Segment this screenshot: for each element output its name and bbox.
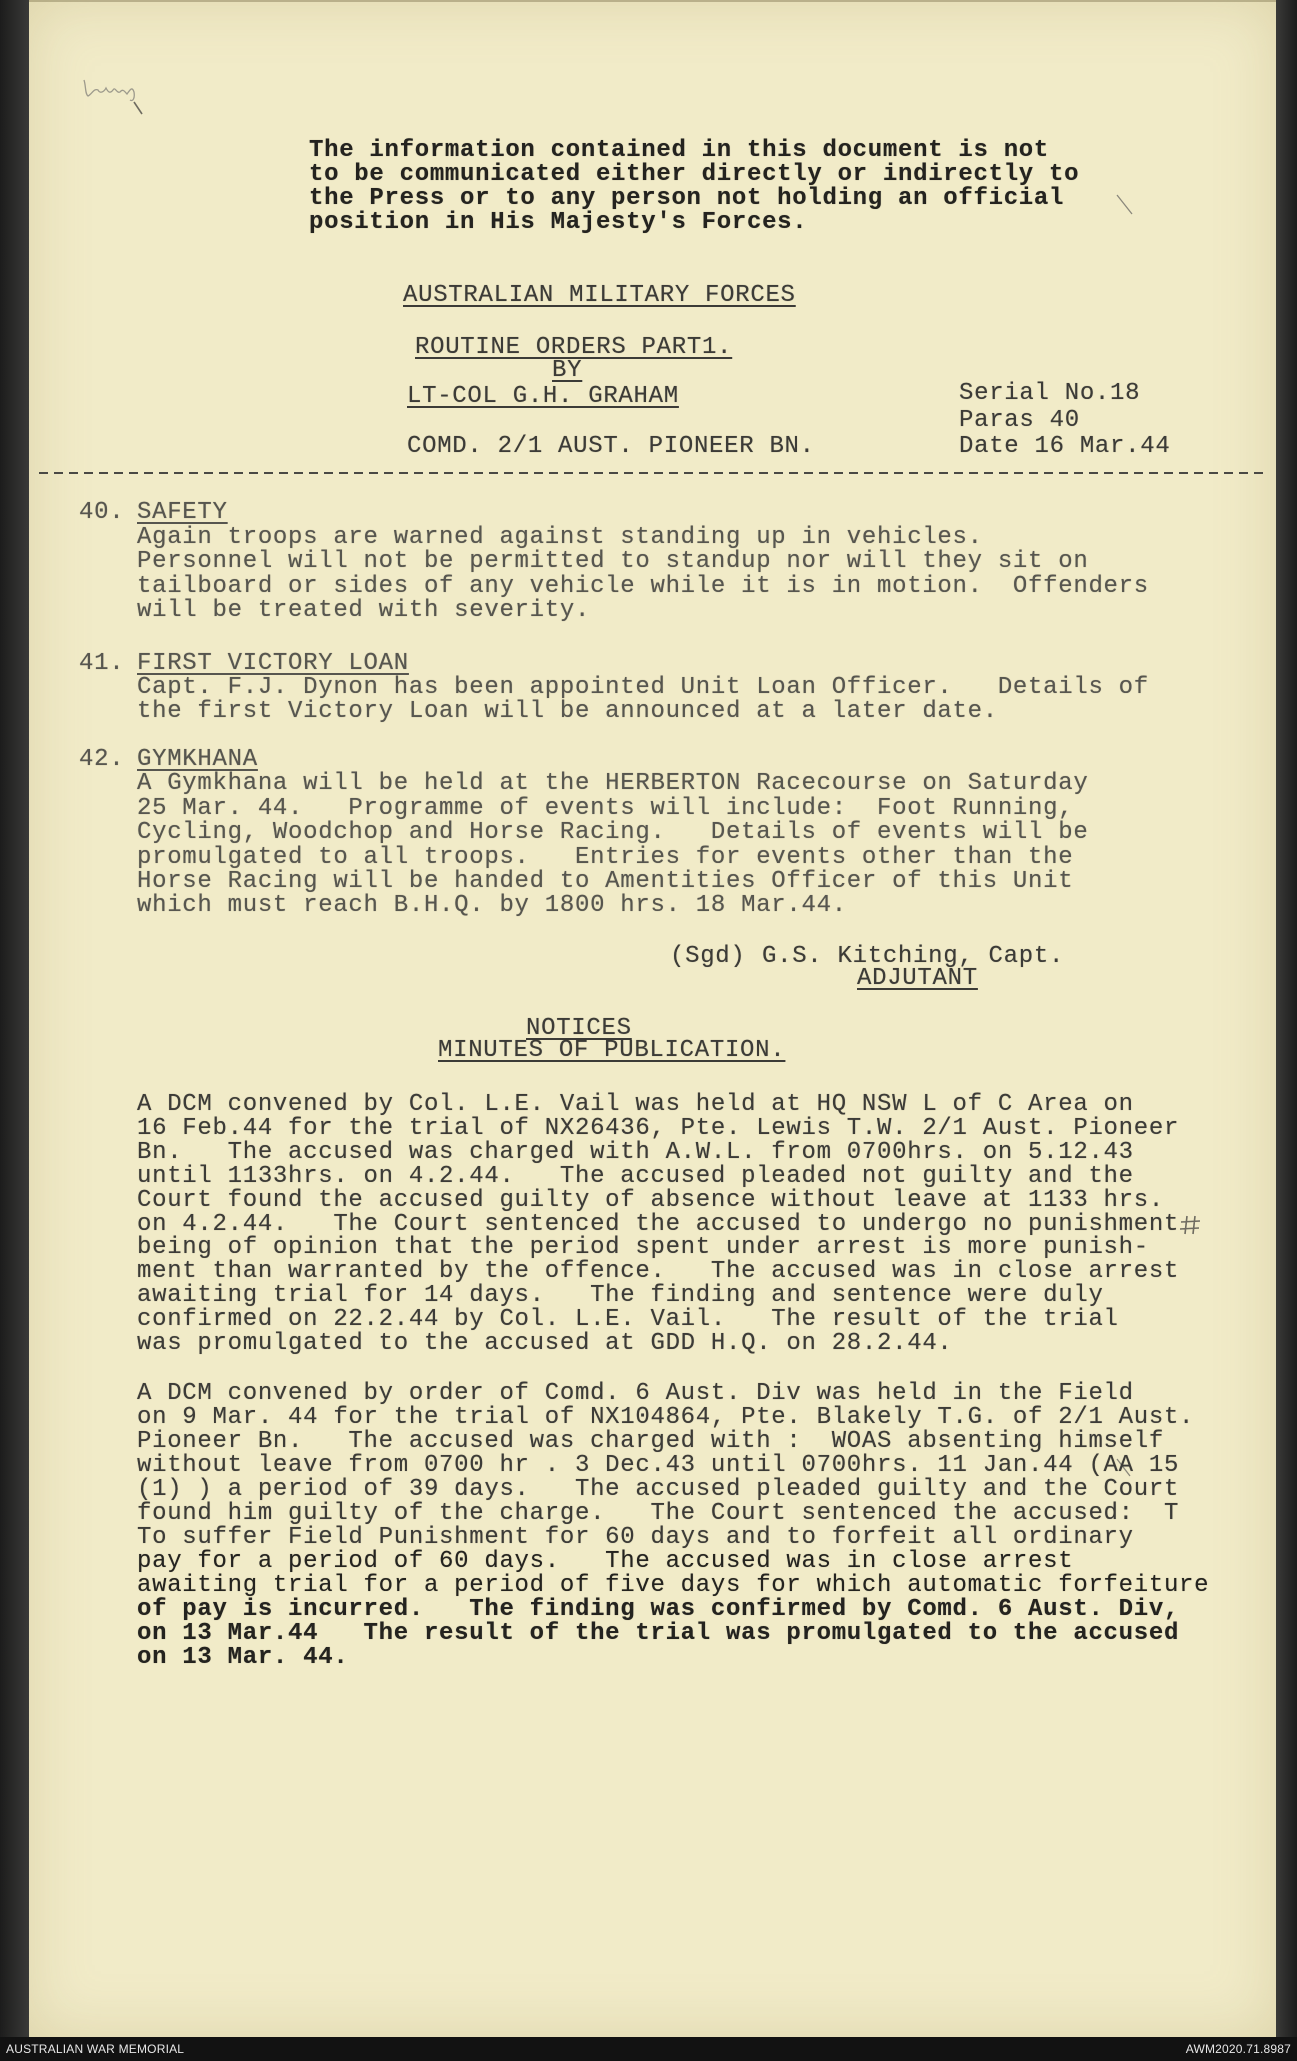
security-notice <box>309 139 1079 235</box>
minute-line: was promulgated to the accused at GDD H.Q. on 28.2.44. <box>137 1330 953 1358</box>
by-label: BY <box>552 357 583 384</box>
document-date: Date 16 Mar.44 <box>959 433 1171 460</box>
security-notice-line: The information contained in this document is not <box>309 137 1050 164</box>
minute-line: Bn. The accused was charged with A.W.L. from 0700hrs. on 5.12.43 <box>137 1138 1134 1166</box>
minute-line: ment than warranted by the offence. The accused was in close arrest <box>137 1258 1180 1286</box>
pencil-tick-mark <box>1114 192 1138 218</box>
minute-dcm-blakely <box>137 1382 1209 1670</box>
paragraph-line: which must reach B.H.Q. by 1800 hrs. 18 Mar.44. <box>137 892 847 920</box>
minute-line: being of opinion that the period spent under arrest is more punish- <box>137 1234 1149 1262</box>
typed-dash-separator <box>39 472 1268 474</box>
archive-name: AUSTRALIAN WAR MEMORIAL <box>6 2042 185 2056</box>
minute-line: pay for a period of 60 days. The accused was in close arrest <box>137 1548 1074 1575</box>
pencil-annotation-top-left <box>80 72 170 127</box>
paragraph-line: will be treated with severity. <box>137 597 591 625</box>
paragraph-line: Cycling, Woodchop and Horse Racing. Details of events will be <box>137 819 1089 847</box>
minute-line: To suffer Field Punishment for 60 days and to forfeit all ordinary <box>137 1524 1134 1551</box>
document-title: ROUTINE ORDERS PART1. <box>415 334 733 361</box>
minute-line: awaiting trial for a period of five days for which automatic forfeiture <box>137 1572 1210 1599</box>
minute-line: confirmed on 22.2.44 by Col. L.E. Vail. The result of the trial <box>137 1306 1119 1334</box>
paragraph-heading: GYMKHANA <box>137 746 258 773</box>
minute-line: found him guilty of the charge. The Court sentenced the accused: T <box>137 1500 1180 1527</box>
pencil-hash-mark <box>1178 1212 1208 1240</box>
paragraph-line: A Gymkhana will be held at the HERBERTON Racecourse on Saturday <box>137 770 1089 798</box>
minute-line: A DCM convened by Col. L.E. Vail was held at HQ NSW L of C Area on <box>137 1091 1134 1118</box>
archive-footer <box>0 2037 1297 2061</box>
minute-line: of pay is incurred. The finding was confirmed by Comd. 6 Aust. Div, <box>137 1596 1180 1623</box>
minute-line: Pioneer Bn. The accused was charged with : WOAS absenting himself <box>137 1428 1164 1455</box>
scan-border-left <box>0 0 29 2037</box>
paragraph-line: Personnel will not be permitted to standup nor will they sit on <box>137 548 1089 576</box>
paragraph-line: the first Victory Loan will be announced at a later date. <box>137 697 998 725</box>
paragraph-line: Again troops are warned against standing up in vehicles. <box>137 523 983 551</box>
minute-line: (1) ) a period of 39 days. The accused pleaded guilty and the Court <box>137 1476 1180 1503</box>
paragraph-victory-loan <box>137 652 1149 723</box>
commander-name: LT-COL G.H. GRAHAM <box>407 383 679 410</box>
minutes-of-publication-heading: MINUTES OF PUBLICATION. <box>438 1037 786 1064</box>
minute-line: on 9 Mar. 44 for the trial of NX104864, Pte. Blakely T.G. of 2/1 Aust. <box>137 1404 1195 1431</box>
paragraph-line: Capt. F.J. Dynon has been appointed Unit Loan Officer. Details of <box>137 673 1149 701</box>
notices-heading: NOTICES <box>526 1015 632 1042</box>
security-notice-line: to be communicated either directly or indirectly to <box>309 161 1080 188</box>
minute-dcm-lewis <box>137 1093 1179 1356</box>
paragraph-gymkhana <box>137 748 1088 919</box>
minute-line: A DCM convened by order of Comd. 6 Aust. Div was held in the Field <box>137 1380 1134 1407</box>
minute-line: 16 Feb.44 for the trial of NX26436, Pte. Lewis T.W. 2/1 Aust. Pioneer <box>137 1114 1180 1142</box>
minute-line: on 4.2.44. The Court sentenced the accused to undergo no punishment <box>137 1210 1180 1238</box>
minute-line: until 1133hrs. on 4.2.44. The accused pleaded not guilty and the <box>137 1162 1134 1190</box>
minute-line: without leave from 0700 hr . 3 Dec.43 until 0700hrs. 11 Jan.44 (AA 15 <box>137 1452 1180 1479</box>
paragraph-number: 40. <box>79 499 125 526</box>
paragraph-line: promulgated to all troops. Entries for events other than the <box>137 843 1074 871</box>
signed-marker: (Sgd) <box>670 943 746 970</box>
minute-line: on 13 Mar. 44. <box>137 1644 349 1671</box>
paragraph-safety <box>137 501 1149 624</box>
signatory-name: G.S. Kitching, Capt. <box>762 943 1065 970</box>
security-notice-line: position in His Majesty's Forces. <box>309 209 808 236</box>
commander-unit: COMD. 2/1 AUST. PIONEER BN. <box>407 433 815 460</box>
minute-line: awaiting trial for 14 days. The finding and sentence were duly <box>137 1282 1104 1310</box>
paragraph-heading: SAFETY <box>137 499 228 526</box>
security-notice-line: the Press or to any person not holding an official <box>309 185 1065 212</box>
paragraph-heading: FIRST VICTORY LOAN <box>137 650 409 677</box>
minute-line: Court found the accused guilty of absence without leave at 1133 hrs. <box>137 1186 1164 1214</box>
paragraph-number: 41. <box>79 650 125 677</box>
paragraph-number: 42. <box>79 746 125 773</box>
minute-line: on 13 Mar.44 The result of the trial was promulgated to the accused <box>137 1620 1180 1647</box>
scan-border-right <box>1276 0 1297 2037</box>
organisation-heading: AUSTRALIAN MILITARY FORCES <box>403 282 796 309</box>
paragraph-line: 25 Mar. 44. Programme of events will include: Foot Running, <box>137 794 1074 822</box>
serial-number: Serial No.18 <box>959 380 1141 407</box>
signatory-appointment: ADJUTANT <box>857 965 978 992</box>
paras-count: Paras 40 <box>959 407 1080 434</box>
archive-reference: AWM2020.71.8987 <box>1185 2042 1291 2056</box>
paragraph-line: tailboard or sides of any vehicle while it is in motion. Offenders <box>137 572 1149 600</box>
paragraph-line: Horse Racing will be handed to Amentities Officer of this Unit <box>137 868 1074 896</box>
